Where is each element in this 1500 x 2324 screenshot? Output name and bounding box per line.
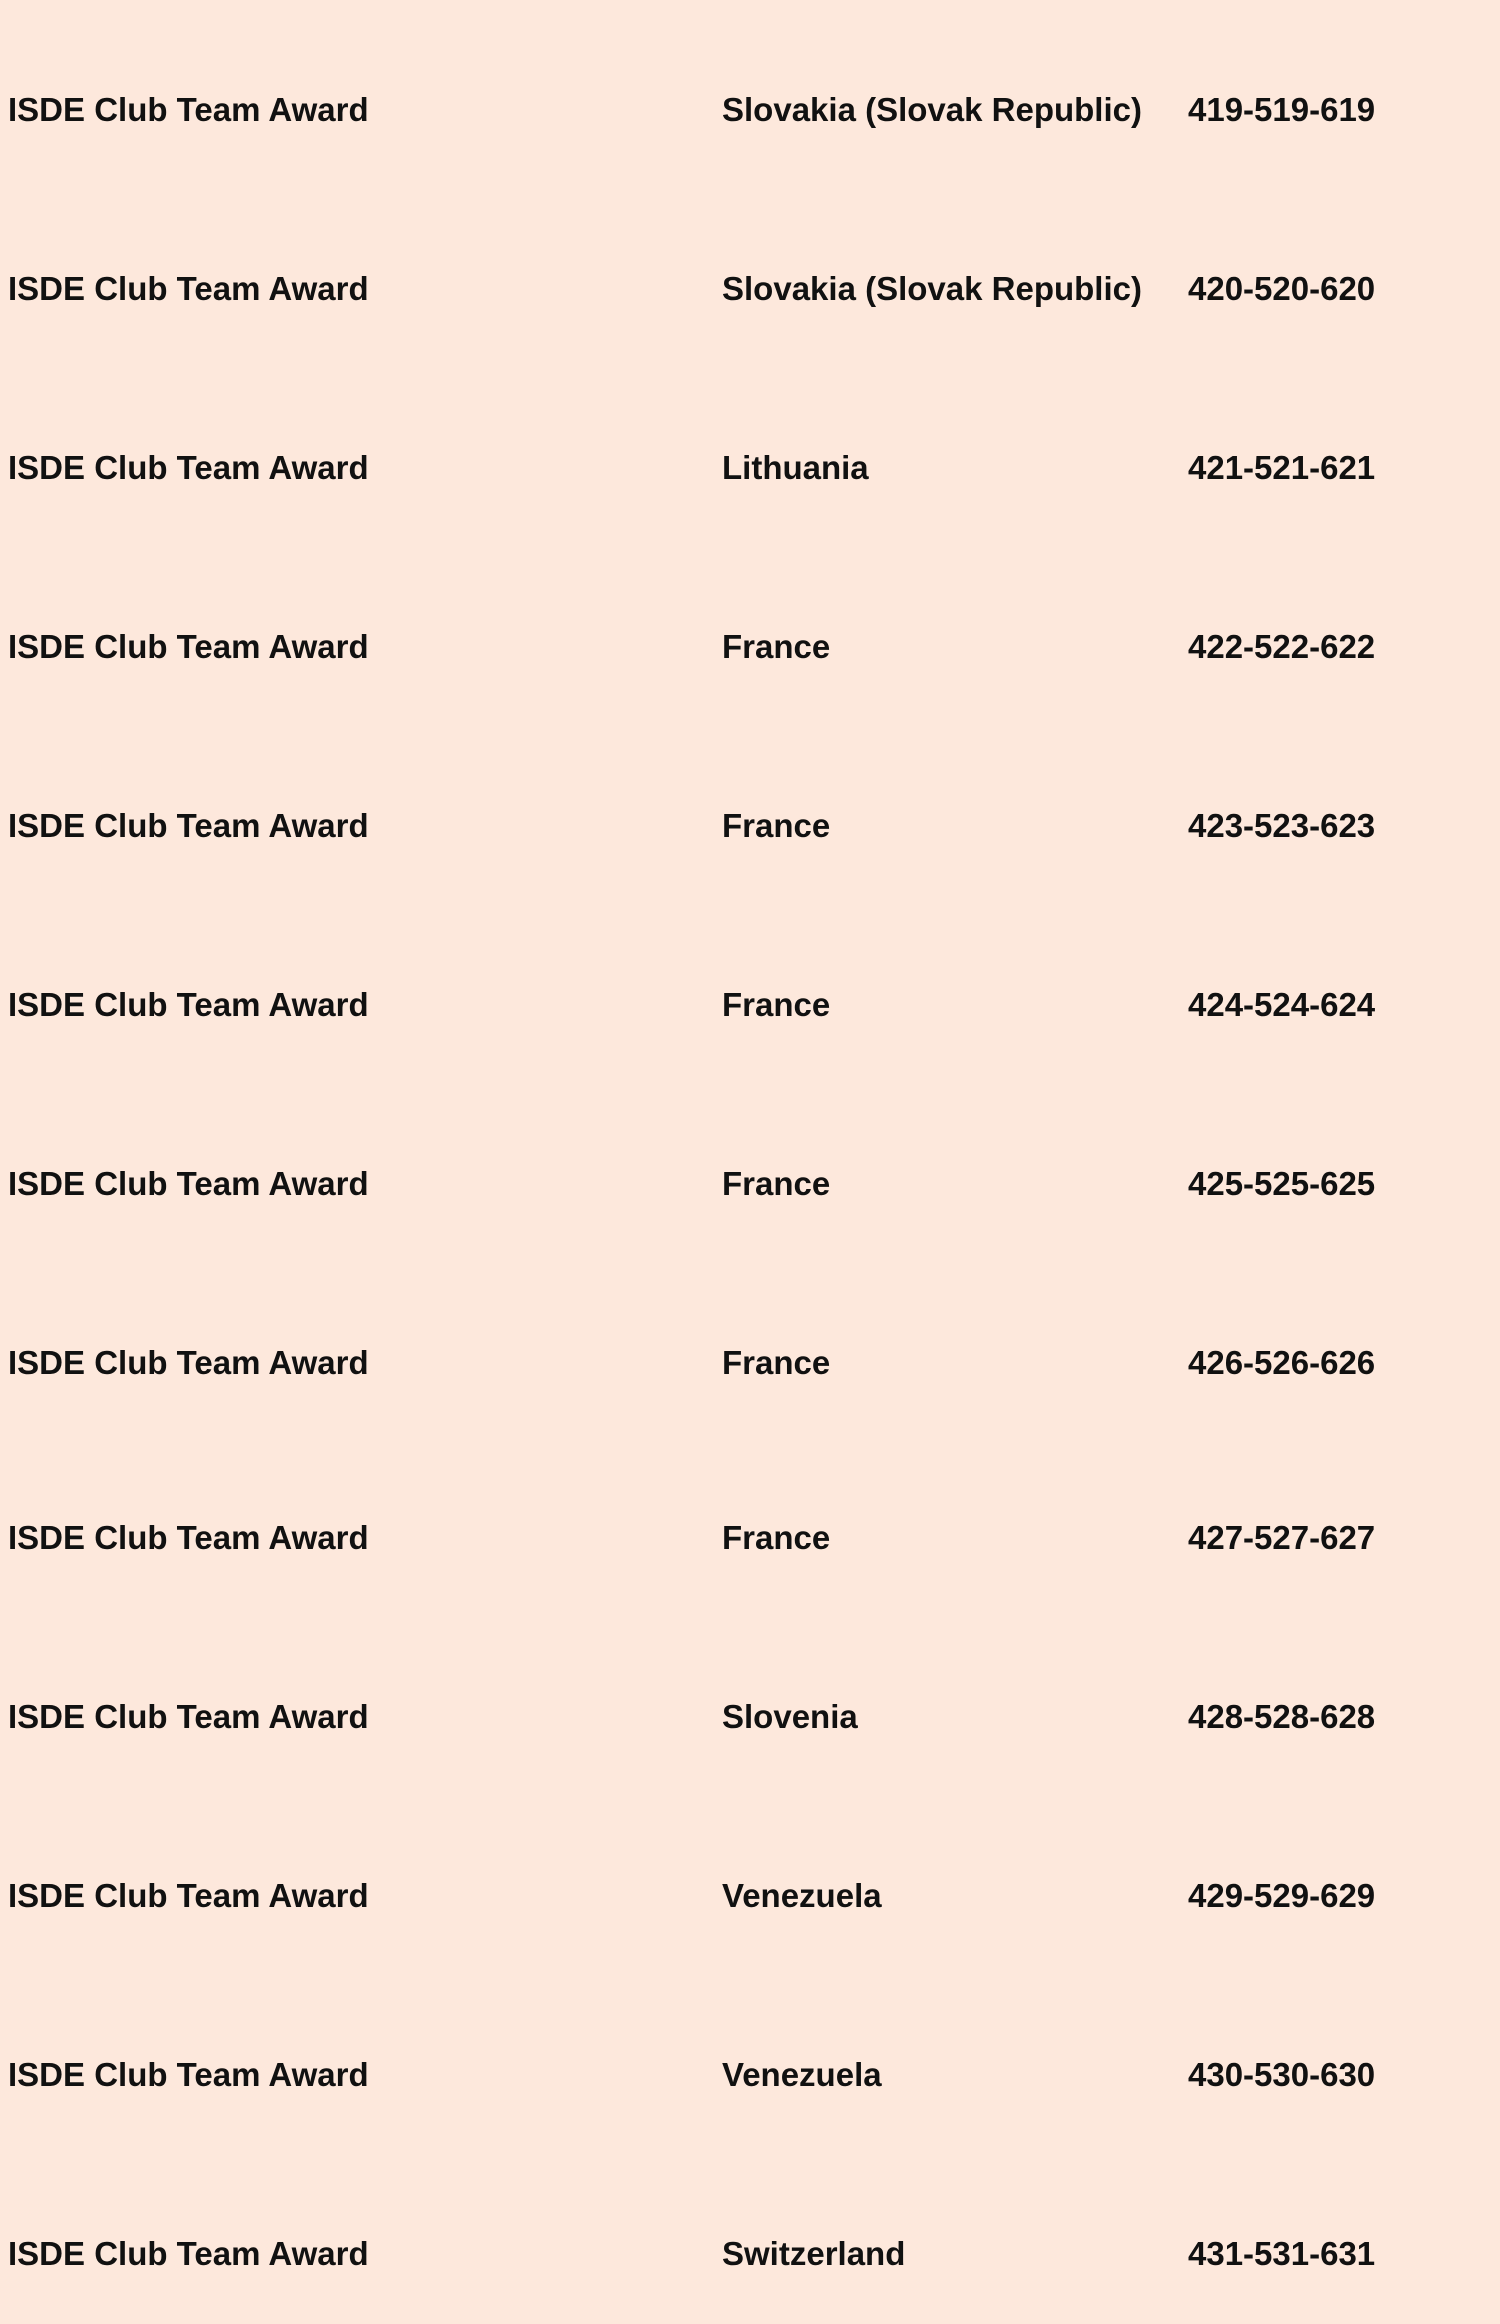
phone-cell: 421-521-621 bbox=[1188, 449, 1376, 486]
award-cell: ISDE Club Team Award bbox=[8, 2235, 369, 2272]
table-row bbox=[0, 80, 1500, 140]
award-cell: ISDE Club Team Award bbox=[8, 628, 369, 665]
phone-cell: 420-520-620 bbox=[1188, 270, 1376, 307]
country-cell: Slovenia bbox=[722, 1698, 858, 1735]
award-cell: ISDE Club Team Award bbox=[8, 1344, 369, 1381]
phone-cell: 423-523-623 bbox=[1188, 807, 1376, 844]
country-cell: France bbox=[722, 1344, 831, 1381]
country-cell: France bbox=[722, 807, 831, 844]
country-cell: Venezuela bbox=[722, 2056, 882, 2093]
table-row bbox=[0, 796, 1500, 856]
table-row bbox=[0, 438, 1500, 498]
table-row bbox=[0, 1866, 1500, 1926]
phone-cell: 430-530-630 bbox=[1188, 2056, 1376, 2093]
table-row bbox=[0, 1508, 1500, 1568]
table-row bbox=[0, 617, 1500, 677]
country-cell: Slovakia (Slovak Republic) bbox=[722, 270, 1142, 307]
table-row bbox=[0, 2045, 1500, 2105]
phone-cell: 422-522-622 bbox=[1188, 628, 1376, 665]
phone-cell: 428-528-628 bbox=[1188, 1698, 1376, 1735]
country-cell: France bbox=[722, 628, 831, 665]
country-cell: France bbox=[722, 1519, 831, 1556]
country-cell: Lithuania bbox=[722, 449, 869, 486]
country-cell: Switzerland bbox=[722, 2235, 906, 2272]
table-row bbox=[0, 259, 1500, 319]
award-cell: ISDE Club Team Award bbox=[8, 449, 369, 486]
country-cell: Slovakia (Slovak Republic) bbox=[722, 91, 1142, 128]
award-cell: ISDE Club Team Award bbox=[8, 91, 369, 128]
award-cell: ISDE Club Team Award bbox=[8, 807, 369, 844]
award-cell: ISDE Club Team Award bbox=[8, 270, 369, 307]
award-cell: ISDE Club Team Award bbox=[8, 1877, 369, 1914]
award-cell: ISDE Club Team Award bbox=[8, 2056, 369, 2093]
table-row bbox=[0, 2224, 1500, 2284]
award-cell: ISDE Club Team Award bbox=[8, 1519, 369, 1556]
country-cell: France bbox=[722, 1165, 831, 1202]
phone-cell: 419-519-619 bbox=[1188, 91, 1376, 128]
country-cell: Venezuela bbox=[722, 1877, 882, 1914]
table-row bbox=[0, 1333, 1500, 1393]
phone-cell: 431-531-631 bbox=[1188, 2235, 1376, 2272]
table-row bbox=[0, 975, 1500, 1035]
phone-cell: 427-527-627 bbox=[1188, 1519, 1376, 1556]
country-cell: France bbox=[722, 986, 831, 1023]
phone-cell: 424-524-624 bbox=[1188, 986, 1376, 1023]
phone-cell: 429-529-629 bbox=[1188, 1877, 1376, 1914]
table-row bbox=[0, 1154, 1500, 1214]
award-cell: ISDE Club Team Award bbox=[8, 986, 369, 1023]
table-row bbox=[0, 1687, 1500, 1747]
award-cell: ISDE Club Team Award bbox=[8, 1698, 369, 1735]
phone-cell: 425-525-625 bbox=[1188, 1165, 1376, 1202]
phone-cell: 426-526-626 bbox=[1188, 1344, 1376, 1381]
award-cell: ISDE Club Team Award bbox=[8, 1165, 369, 1202]
